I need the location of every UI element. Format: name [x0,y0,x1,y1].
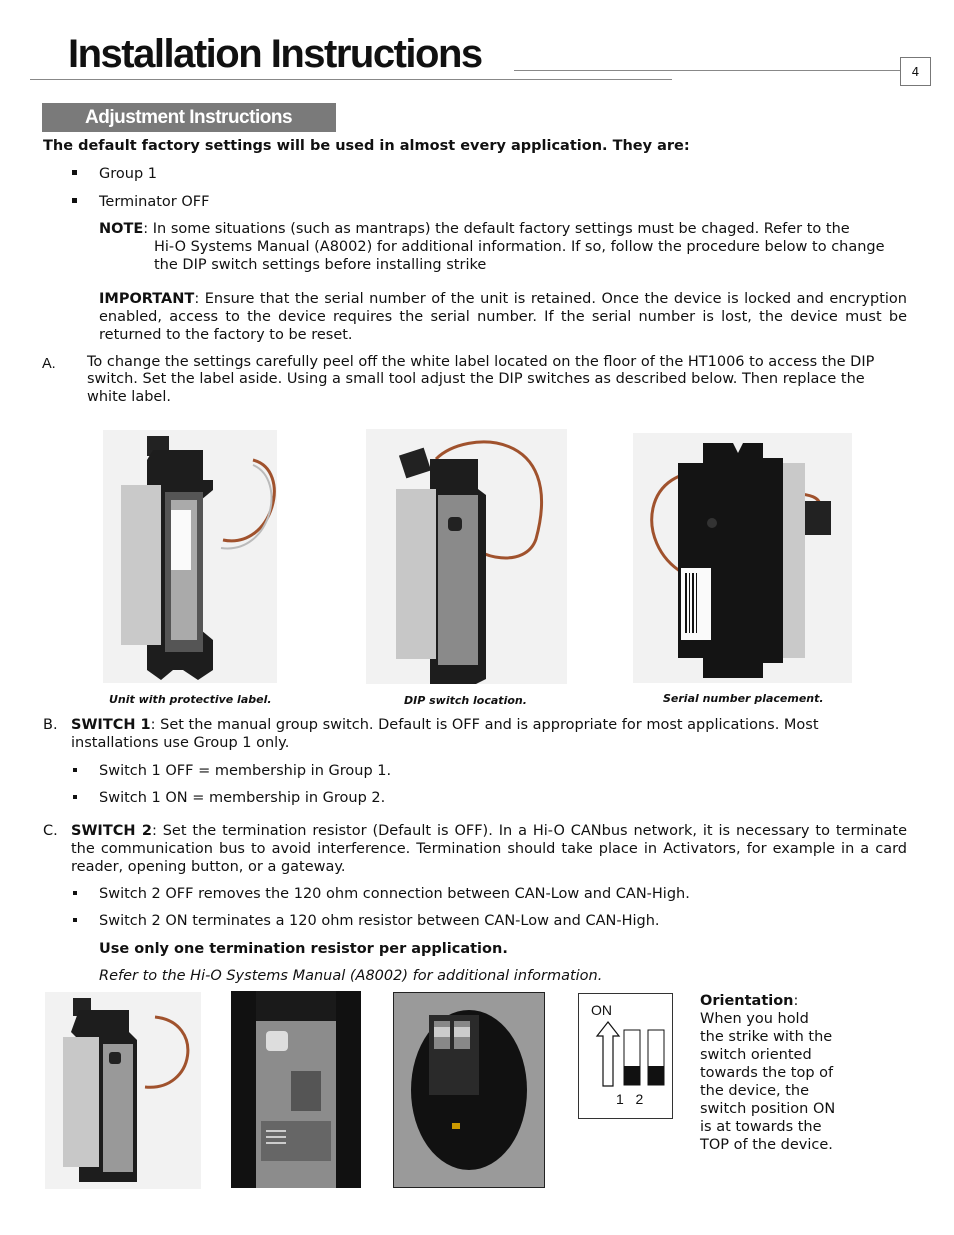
section-heading: Adjustment Instructions [42,103,336,132]
bullet-icon [72,198,77,203]
header-rule [30,79,672,80]
on-label: ON [591,1002,612,1018]
orientation-line: towards the top of [700,1065,834,1081]
step-b-line-1 [71,716,819,734]
switch-2-label: SWITCH 2 [71,823,152,839]
step-b-bullet-1: Switch 1 OFF = membership in Group 1. [99,763,392,779]
step-a-letter: A. [42,356,56,372]
page-title: Installation Instructions [68,32,482,76]
photo-unit-with-label [103,430,277,683]
bullet-icon [73,768,77,772]
photo-strike-front [45,992,201,1189]
orientation-line: is at towards the [700,1119,822,1135]
intro-bullet-2: Terminator OFF [99,194,210,210]
photo-strike-closeup [231,991,361,1188]
photo-dip-switch-location [366,429,567,684]
step-a-line-3: white label. [87,389,171,405]
note-line-2: Hi-O Systems Manual (A8002) for additional information. If so, follow the procedure below to change [154,239,885,255]
photo-serial-number-placement [633,433,852,683]
step-b-line-2: installations use Group 1 only. [71,735,290,751]
orientation-line: When you hold [700,1011,809,1027]
orientation-line: switch oriented [700,1047,812,1063]
note-line-3: the DIP switch settings before installing strike [154,257,487,273]
termination-warning: Use only one termination resistor per application. [99,941,508,957]
note-label: NOTE [99,221,144,237]
header-rule-right [514,70,900,71]
bullet-icon [73,918,77,922]
orientation-line: the device, the [700,1083,810,1099]
switch-numbers: 1 2 [616,1091,644,1107]
caption-dip-switch-location: DIP switch location. [404,694,527,707]
step-b-text: : Set the manual group switch. Default is OFF and is appropriate for most applications. Most [150,717,819,733]
step-c-text: : Set the termination resistor (Default is OFF). In a Hi-O CANbus network, it is necessary to terminate the communication bus to avoid interference. Termination should take place in Activators, for example in a card reader, opening button, or a gateway. [71,823,908,875]
step-b-bullet-2: Switch 1 ON = membership in Group 2. [99,790,386,806]
step-c-bullet-1: Switch 2 OFF removes the 120 ohm connection between CAN-Low and CAN-High. [99,886,690,902]
page-number: 4 [900,57,931,86]
dip-switch-diagram [578,993,673,1119]
bullet-icon [72,170,77,175]
orientation-line: the strike with the [700,1029,833,1045]
intro-text: The default factory settings will be used in almost every application. They are: [43,138,690,154]
manual-reference: Refer to the Hi-O Systems Manual (A8002) for additional information. [99,968,603,984]
orientation-label: Orientation [700,993,794,1009]
note-line-1 [99,220,850,238]
note-text: : In some situations (such as mantraps) the default factory settings must be chaged. Refer to the [143,221,850,237]
step-c-bullet-2: Switch 2 ON terminates a 120 ohm resistor between CAN-Low and CAN-High. [99,913,660,929]
important-text: : Ensure that the serial number of the unit is retained. Once the device is locked and encryption enabled, access to the device requires the serial number. If the serial number is lost, the device must be returned to the factory to be reset. [99,291,907,343]
important-label: IMPORTANT [99,291,195,307]
step-c-paragraph [71,822,907,876]
switch-1-label: SWITCH 1 [71,717,151,733]
step-c-letter: C. [43,823,58,839]
step-b-letter: B. [43,717,58,733]
step-a-line-2: switch. Set the label aside. Using a small tool adjust the DIP switches as described below. Then replace the [87,371,865,387]
caption-serial-number-placement: Serial number placement. [663,692,824,705]
bullet-icon [73,891,77,895]
photo-dip-switch-closeup [393,992,545,1188]
bullet-icon [73,795,77,799]
caption-unit-with-label: Unit with protective label. [109,693,272,706]
orientation-heading [700,992,798,1010]
step-a-line-1: To change the settings carefully peel off the white label located on the floor of the HT1006 to access the DIP [87,354,875,370]
orientation-line: switch position ON [700,1101,836,1117]
orientation-colon: : [793,993,799,1009]
intro-bullet-1: Group 1 [99,166,157,182]
important-paragraph [99,290,907,344]
orientation-line: TOP of the device. [700,1137,833,1153]
